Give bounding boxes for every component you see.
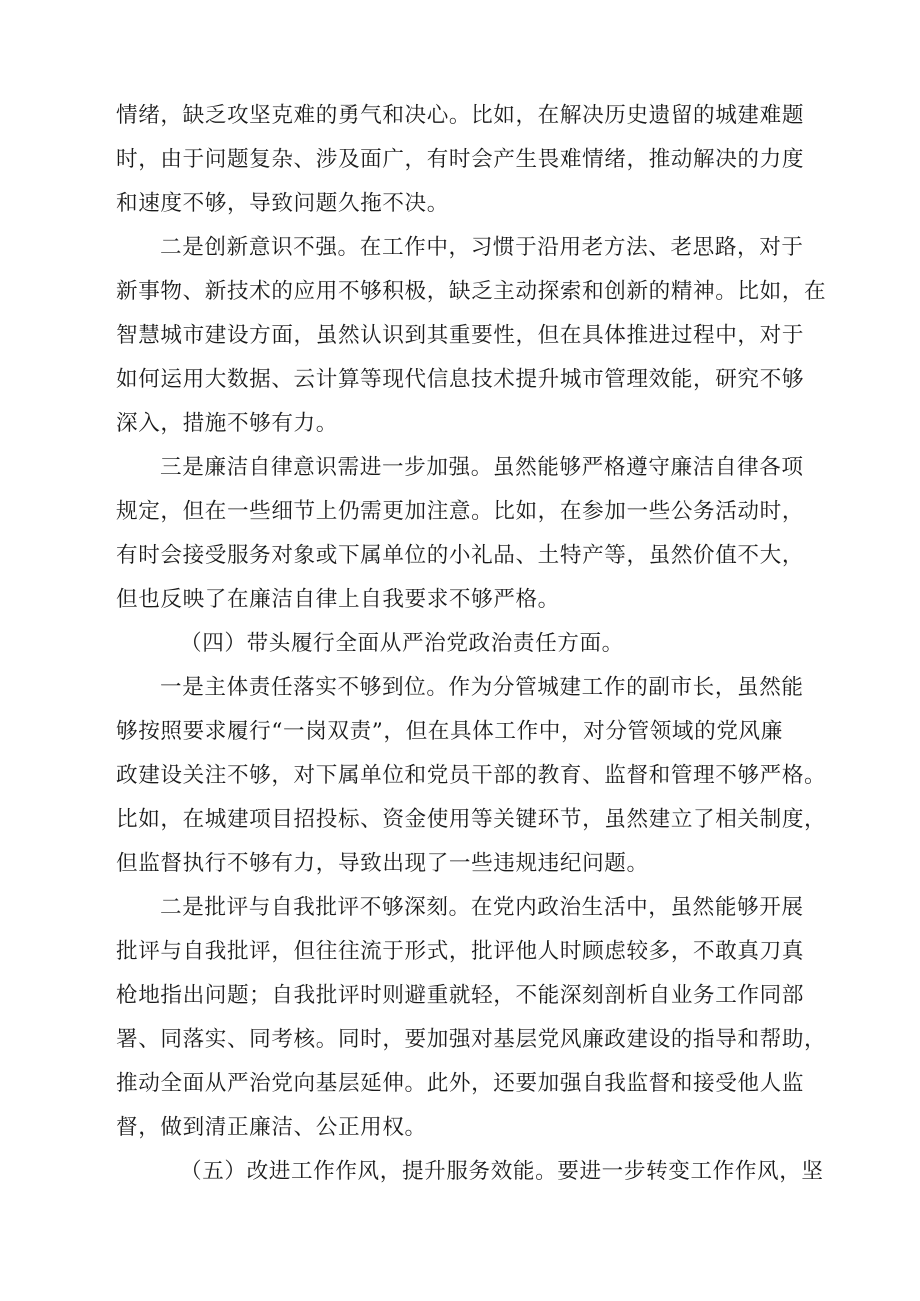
text-line: 如何运用大数据、云计算等现代信息技术提升城市管理效能，研究不够 [116, 367, 805, 392]
paragraph-start-line: 二是创新意识不强。在工作中，习惯于沿用老方法、老思路，对于 [160, 235, 804, 260]
text-line: 有时会接受服务对象或下属单位的小礼品、土特产等，虽然价值不大， [116, 543, 805, 568]
paragraph-start-line: 一是主体责任落实不够到位。作为分管城建工作的副市长，虽然能 [160, 675, 804, 700]
section-heading: （四）带头履行全面从严治党政治责任方面。 [180, 631, 624, 656]
text-line: 比如，在城建项目招投标、资金使用等关键环节，虽然建立了相关制度， [116, 807, 827, 832]
text-line: 政建设关注不够，对下属单位和党员干部的教育、监督和管理不够严格。 [116, 763, 827, 788]
text-line: 深入，措施不够有力。 [116, 411, 338, 436]
text-line: 枪地指出问题；自我批评时则避重就轻，不能深刻剖析自业务工作同部 [116, 983, 805, 1008]
text-line: 新事物、新技术的应用不够积极，缺乏主动探索和创新的精神。比如，在 [116, 279, 827, 304]
text-line: 督，做到清正廉洁、公正用权。 [116, 1115, 427, 1140]
paragraph-start-line: 三是廉洁自律意识需进一步加强。虽然能够严格遵守廉洁自律各项 [160, 455, 804, 480]
text-line: 署、同落实、同考核。同时，要加强对基层党风廉政建设的指导和帮助， [116, 1027, 827, 1052]
text-line: 规定，但在一些细节上仍需更加注意。比如，在参加一些公务活动时， [116, 499, 805, 524]
text-line: 智慧城市建设方面，虽然认识到其重要性，但在具体推进过程中，对于 [116, 323, 805, 348]
text-line: 批评与自我批评，但往往流于形式，批评他人时顾虑较多，不敢真刀真 [116, 939, 805, 964]
section-heading: （五）改进工作作风，提升服务效能。要进一步转变工作作风，坚 [180, 1159, 824, 1184]
text-line: 时，由于问题复杂、涉及面广，有时会产生畏难情绪，推动解决的力度 [116, 147, 805, 172]
text-line: 和速度不够，导致问题久拖不决。 [116, 191, 449, 216]
text-line: 但也反映了在廉洁自律上自我要求不够严格。 [116, 587, 560, 612]
text-line: 情绪，缺乏攻坚克难的勇气和决心。比如，在解决历史遗留的城建难题 [116, 103, 805, 128]
text-line: 但监督执行不够有力，导致出现了一些违规违纪问题。 [116, 851, 649, 876]
paragraph-start-line: 二是批评与自我批评不够深刻。在党内政治生活中，虽然能够开展 [160, 895, 804, 920]
text-line: 够按照要求履行“一岗双责”，但在具体工作中，对分管领域的党风廉 [116, 719, 783, 744]
text-line: 推动全面从严治党向基层延伸。此外，还要加强自我监督和接受他人监 [116, 1071, 805, 1096]
